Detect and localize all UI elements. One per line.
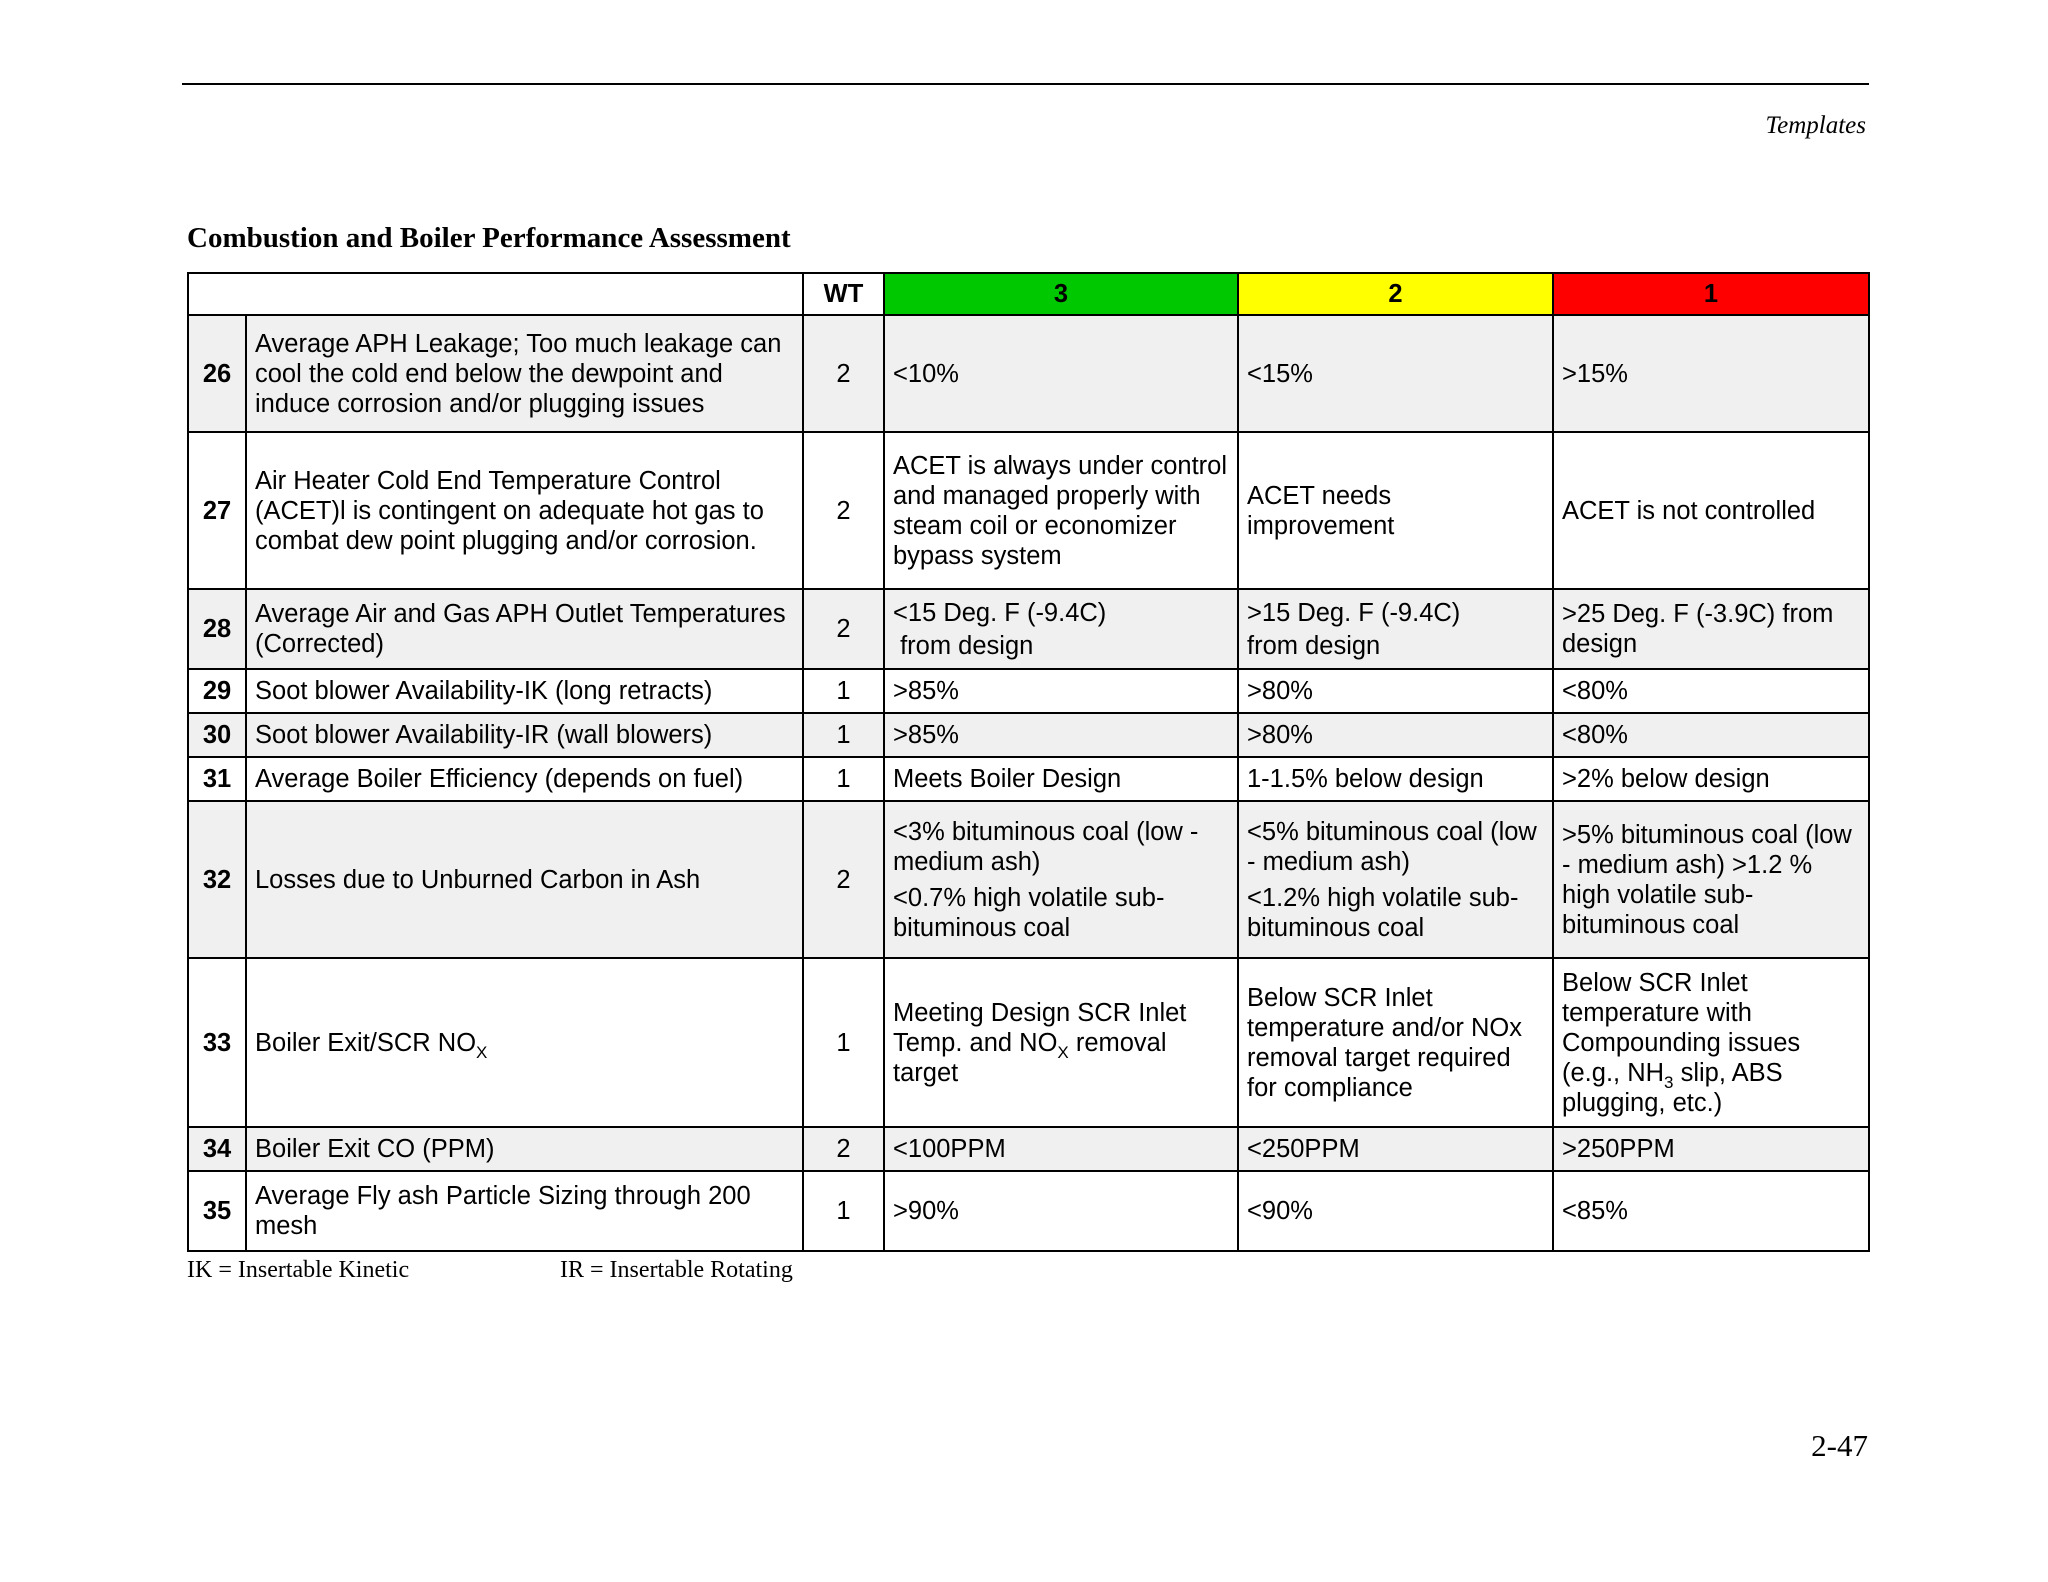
- footnote-ir: IR = Insertable Rotating: [560, 1257, 793, 1283]
- score-1-criterion: >15%: [1553, 315, 1869, 432]
- score-1-criterion: >250PPM: [1553, 1127, 1869, 1171]
- row-description: Average APH Leakage; Too much leakage can cool the cold end below the dewpoint and induce corrosion and/or plugging issues: [246, 315, 803, 432]
- score-1-criterion: >25 Deg. F (-3.9C) from design: [1553, 589, 1869, 669]
- criterion-text: slip, ABS plugging, etc.): [1562, 1058, 1783, 1117]
- score-2-criterion: >80%: [1238, 669, 1553, 713]
- table-row: [188, 757, 1869, 801]
- score-2-criterion: Below SCR Inlet temperature and/or NOx removal target required for compliance: [1238, 958, 1553, 1127]
- row-weight: 2: [803, 315, 884, 432]
- criterion-line: from design: [893, 631, 1034, 660]
- score-2-criterion: ACET needs improvement: [1238, 432, 1553, 589]
- row-weight: 1: [803, 669, 884, 713]
- table-row: [188, 669, 1869, 713]
- footnote-ik: IK = Insertable Kinetic: [187, 1257, 410, 1283]
- score-1-criterion: <85%: [1553, 1171, 1869, 1251]
- table-row: [188, 315, 1869, 432]
- row-description: Average Air and Gas APH Outlet Temperatures (Corrected): [246, 589, 803, 669]
- score-2-criterion: <90%: [1238, 1171, 1553, 1251]
- row-weight: 2: [803, 801, 884, 958]
- row-description: Boiler Exit CO (PPM): [246, 1127, 803, 1171]
- criterion-line: from design: [1247, 631, 1381, 660]
- row-number: 27: [188, 432, 246, 589]
- score-3-criterion: [884, 589, 1238, 669]
- table-header-row: [188, 273, 1869, 315]
- section-title: Combustion and Boiler Performance Assessment: [187, 222, 791, 254]
- criterion-paragraph: <3% bituminous coal (low - medium ash): [893, 817, 1199, 876]
- score-2-criterion: 1-1.5% below design: [1238, 757, 1553, 801]
- criterion-text: Below SCR Inlet temperature with Compounding issues (e.g., NH: [1562, 968, 1801, 1087]
- row-number: 30: [188, 713, 246, 757]
- header-level-3: 3: [884, 273, 1238, 315]
- header-rule: [182, 83, 1869, 85]
- subscript: X: [476, 1042, 488, 1062]
- row-number: 26: [188, 315, 246, 432]
- row-description: Average Boiler Efficiency (depends on fuel): [246, 757, 803, 801]
- criterion-text: removal target: [893, 1028, 1167, 1087]
- criterion-paragraph: <1.2% high volatile sub-bituminous coal: [1247, 883, 1519, 942]
- score-3-criterion: >85%: [884, 669, 1238, 713]
- row-weight: 2: [803, 589, 884, 669]
- page-number: 2-47: [1811, 1428, 1868, 1463]
- score-1-criterion: ACET is not controlled: [1553, 432, 1869, 589]
- row-weight: 1: [803, 713, 884, 757]
- subscript: X: [1057, 1042, 1069, 1062]
- description-text: Boiler Exit/SCR NO: [255, 1028, 477, 1057]
- table-row: [188, 432, 1869, 589]
- row-weight: 1: [803, 1171, 884, 1251]
- criterion-text: Meeting Design SCR Inlet Temp. and NO: [893, 998, 1187, 1057]
- table-row: [188, 1127, 1869, 1171]
- score-1-criterion: <80%: [1553, 713, 1869, 757]
- criterion-paragraph: <5% bituminous coal (low - medium ash): [1247, 817, 1537, 876]
- score-3-criterion: <10%: [884, 315, 1238, 432]
- score-3-criterion: ACET is always under control and managed properly with steam coil or economizer bypass system: [884, 432, 1238, 589]
- row-weight: 1: [803, 757, 884, 801]
- row-number: 35: [188, 1171, 246, 1251]
- criterion-paragraph: <0.7% high volatile sub-bituminous coal: [893, 883, 1165, 942]
- row-description: [246, 958, 803, 1127]
- row-number: 29: [188, 669, 246, 713]
- score-1-criterion: >2% below design: [1553, 757, 1869, 801]
- table-row: [188, 713, 1869, 757]
- row-weight: 1: [803, 958, 884, 1127]
- score-3-criterion: [884, 801, 1238, 958]
- row-weight: 2: [803, 432, 884, 589]
- score-1-criterion: >5% bituminous coal (low - medium ash) >1.2 % high volatile sub-bituminous coal: [1553, 801, 1869, 958]
- header-level-2: 2: [1238, 273, 1553, 315]
- score-2-criterion: >80%: [1238, 713, 1553, 757]
- score-3-criterion: [884, 958, 1238, 1127]
- row-number: 33: [188, 958, 246, 1127]
- row-description: Losses due to Unburned Carbon in Ash: [246, 801, 803, 958]
- score-2-criterion: [1238, 801, 1553, 958]
- score-3-criterion: >90%: [884, 1171, 1238, 1251]
- header-level-1: 1: [1553, 273, 1869, 315]
- header-wt: WT: [803, 273, 884, 315]
- row-description: Soot blower Availability-IK (long retracts): [246, 669, 803, 713]
- score-1-criterion: [1553, 958, 1869, 1127]
- score-3-criterion: <100PPM: [884, 1127, 1238, 1171]
- criterion-line: <15 Deg. F (-9.4C): [893, 598, 1107, 627]
- score-2-criterion: <250PPM: [1238, 1127, 1553, 1171]
- score-2-criterion: <15%: [1238, 315, 1553, 432]
- row-number: 28: [188, 589, 246, 669]
- score-1-criterion: <80%: [1553, 669, 1869, 713]
- row-weight: 2: [803, 1127, 884, 1171]
- score-3-criterion: Meets Boiler Design: [884, 757, 1238, 801]
- row-description: Air Heater Cold End Temperature Control (ACET)l is contingent on adequate hot gas to combat dew point plugging and/or corrosion.: [246, 432, 803, 589]
- score-3-criterion: >85%: [884, 713, 1238, 757]
- assessment-table: [187, 272, 1870, 1252]
- running-head: Templates: [1765, 112, 1866, 139]
- table-row: [188, 589, 1869, 669]
- score-2-criterion: [1238, 589, 1553, 669]
- table-row: [188, 1171, 1869, 1251]
- criterion-line: >15 Deg. F (-9.4C): [1247, 598, 1461, 627]
- row-number: 32: [188, 801, 246, 958]
- row-description: Soot blower Availability-IR (wall blowers): [246, 713, 803, 757]
- table-row: [188, 801, 1869, 958]
- row-number: 34: [188, 1127, 246, 1171]
- row-number: 31: [188, 757, 246, 801]
- table-row: [188, 958, 1869, 1127]
- subscript: 3: [1664, 1072, 1674, 1092]
- header-blank-cell: [188, 273, 803, 315]
- row-description: Average Fly ash Particle Sizing through 200 mesh: [246, 1171, 803, 1251]
